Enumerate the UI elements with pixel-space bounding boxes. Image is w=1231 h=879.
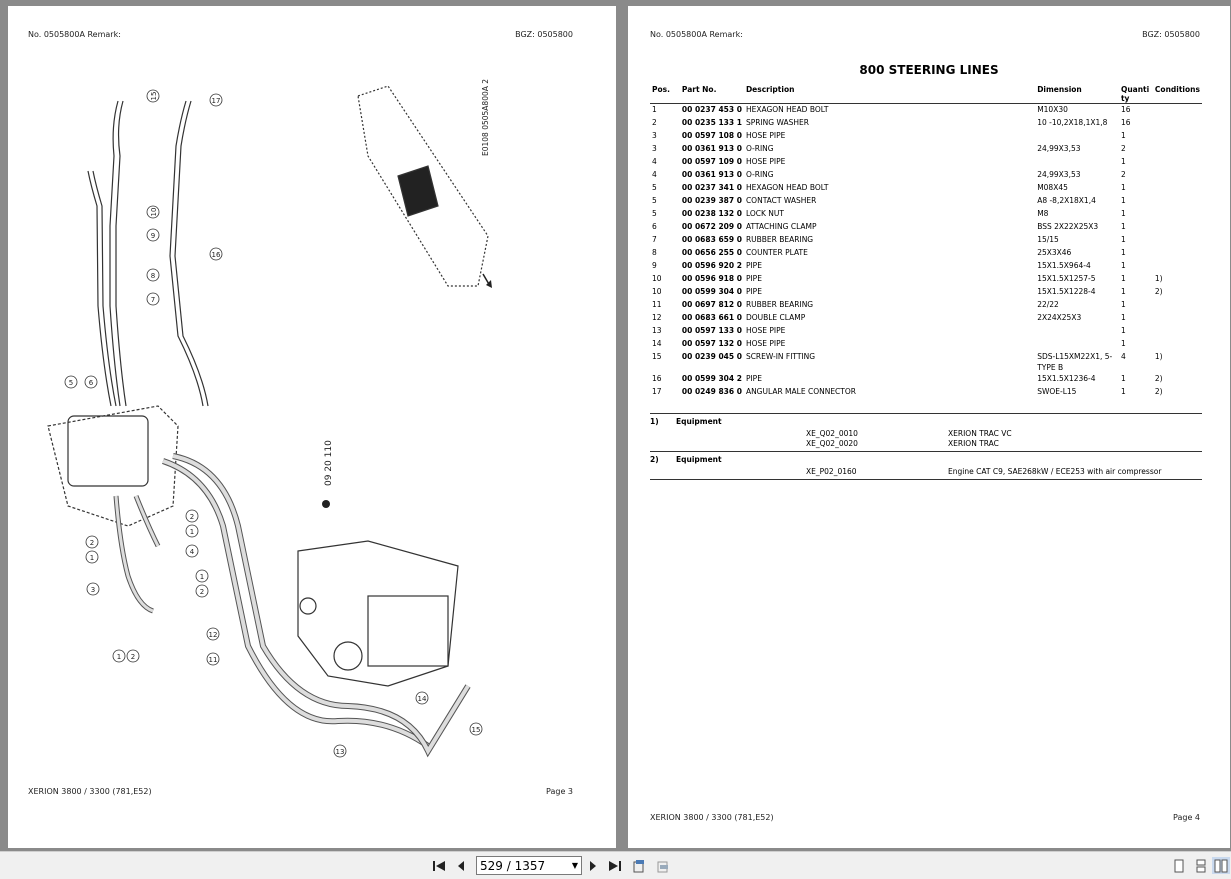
cell-part-no: 00 0239 045 0: [681, 352, 742, 361]
cell-pos: 5: [652, 209, 657, 218]
cell-conditions: [1153, 156, 1202, 169]
cell-description: HOSE PIPE: [745, 326, 786, 335]
svg-text:4: 4: [189, 548, 195, 556]
cell-part-no: 00 0361 913 0: [681, 144, 742, 153]
cell-quantity: 2: [1120, 170, 1126, 179]
cell-part-no: 00 0239 387 0: [681, 196, 742, 205]
left-header-left: No. 0505800A Remark:: [28, 30, 121, 39]
footnote-mark: 2): [650, 455, 659, 464]
cell-conditions: [1153, 143, 1202, 156]
cell-pos: 3: [652, 144, 657, 153]
table-header-row: [650, 85, 1202, 104]
svg-text:1: 1: [116, 653, 122, 661]
cell-pos: 4: [652, 170, 657, 179]
cell-part-no: 00 0597 109 0: [681, 157, 742, 166]
cell-part-no: 00 0235 133 1: [681, 118, 742, 127]
cell-dimension: [1035, 338, 1119, 351]
cell-conditions: 2): [1154, 287, 1163, 296]
cell-conditions: [1153, 208, 1202, 221]
pipe-10-line: [116, 101, 126, 406]
cell-conditions: [1153, 247, 1202, 260]
cell-quantity: 1: [1120, 287, 1126, 296]
svg-text:2: 2: [89, 539, 95, 547]
cell-pos: 10: [652, 274, 662, 283]
drawing-code: E0108 0505A800A 2: [481, 78, 490, 156]
cell-conditions: [1153, 234, 1202, 247]
chevron-down-icon[interactable]: ▼: [571, 861, 579, 870]
parts-diagram: [8, 6, 616, 786]
cell-quantity: 1: [1120, 313, 1126, 322]
page-number-field[interactable]: [476, 856, 582, 875]
cell-conditions: [1153, 312, 1202, 325]
svg-text:11: 11: [208, 656, 218, 664]
cell-description: PIPE: [745, 287, 762, 296]
table-row: [650, 221, 1202, 234]
cell-quantity: 1: [1120, 222, 1126, 231]
cell-pos: 7: [652, 235, 657, 244]
table-row: [650, 208, 1202, 221]
footnote-2: [650, 451, 1202, 477]
rotate-icon[interactable]: [630, 857, 648, 874]
cell-dimension: SDS-L15XM22X1, 5-TYPE B: [1037, 352, 1113, 372]
cell-description: HEXAGON HEAD BOLT: [745, 105, 829, 114]
cell-quantity: 1: [1120, 183, 1126, 192]
cell-quantity: 1: [1120, 248, 1126, 257]
cell-conditions: [1153, 299, 1202, 312]
cell-dimension: 25X3X46: [1037, 248, 1072, 257]
first-page-icon[interactable]: [430, 857, 448, 874]
cell-part-no: 00 0599 304 2: [681, 374, 742, 383]
cell-quantity: 1: [1120, 235, 1126, 244]
cell-conditions: 1): [1154, 352, 1163, 361]
ref-code: 09 20 110: [324, 440, 334, 486]
footnotes: [650, 411, 1202, 480]
cell-description: ANGULAR MALE CONNECTOR: [745, 387, 856, 396]
table-row: [650, 143, 1202, 156]
cell-description: PIPE: [745, 374, 762, 383]
left-footer-right: Page 3: [546, 787, 573, 796]
cell-quantity: 1: [1120, 157, 1126, 166]
cell-description: DOUBLE CLAMP: [745, 313, 806, 322]
right-page: [628, 6, 1230, 848]
cell-description: HOSE PIPE: [745, 339, 786, 348]
right-footer-right: Page 4: [1173, 813, 1200, 822]
viewer-toolbar: [0, 851, 1231, 879]
table-row: [650, 260, 1202, 273]
cell-part-no: 00 0597 133 0: [681, 326, 742, 335]
cell-description: O-RING: [745, 144, 774, 153]
table-row: [650, 325, 1202, 338]
footnote-text: Engine CAT C9, SAE268kW / ECE253 with air compressor: [948, 467, 1162, 476]
two-page-icon[interactable]: [1212, 857, 1230, 874]
extract-icon[interactable]: [654, 857, 672, 874]
cell-part-no: 00 0599 304 0: [681, 287, 742, 296]
prev-page-icon[interactable]: [452, 857, 470, 874]
cell-pos: 8: [652, 248, 657, 257]
cell-part-no: 00 0596 920 2: [681, 261, 742, 270]
svg-text:16: 16: [211, 251, 221, 259]
right-footer-left: XERION 3800 / 3300 (781,E52): [650, 813, 774, 822]
cell-description: HEXAGON HEAD BOLT: [745, 183, 829, 192]
cell-dimension: M8: [1037, 209, 1049, 218]
svg-text:1: 1: [189, 528, 195, 536]
cell-conditions: [1153, 182, 1202, 195]
footnote-label: Equipment: [676, 455, 722, 464]
parts-table: [650, 85, 1202, 399]
cell-dimension: SWOE-L15: [1037, 387, 1077, 396]
cell-dimension: M10X30: [1037, 105, 1068, 114]
table-row: [650, 195, 1202, 208]
continuous-icon[interactable]: [1192, 857, 1210, 874]
table-row: [650, 386, 1202, 399]
cell-conditions: [1153, 260, 1202, 273]
cell-conditions: [1153, 221, 1202, 234]
svg-text:7: 7: [150, 296, 156, 304]
cell-part-no: 00 0237 341 0: [681, 183, 742, 192]
svg-text:2: 2: [189, 513, 195, 521]
cell-description: PIPE: [745, 274, 762, 283]
cell-conditions: [1153, 130, 1202, 143]
left-footer-left: XERION 3800 / 3300 (781,E52): [28, 787, 152, 796]
cell-part-no: 00 0597 108 0: [681, 131, 742, 140]
footnote-text: XERION TRAC VC: [948, 429, 1012, 438]
right-header-right: BGZ: 0505800: [1142, 30, 1200, 39]
cell-dimension: 10 -10,2X18,1X1,8: [1037, 118, 1108, 127]
cell-pos: 17: [652, 387, 662, 396]
cell-quantity: 1: [1120, 387, 1126, 396]
table-row: [650, 156, 1202, 169]
footnote-1: [650, 413, 1202, 449]
next-page-icon[interactable]: [584, 857, 602, 874]
cell-dimension: 24,99X3,53: [1037, 144, 1081, 153]
table-row: [650, 351, 1202, 373]
cell-pos: 1: [652, 105, 657, 114]
cell-description: CONTACT WASHER: [745, 196, 817, 205]
page-indicator: 529 / 1357: [480, 858, 546, 873]
table-row: [650, 247, 1202, 260]
cell-conditions: [1153, 117, 1202, 130]
col-quantity: Quanti ty: [1119, 85, 1153, 104]
svg-text:12: 12: [208, 631, 218, 639]
table-row: [650, 234, 1202, 247]
cell-part-no: 00 0238 132 0: [681, 209, 742, 218]
cell-dimension: 15X1.5X1257-5: [1037, 274, 1096, 283]
svg-text:14: 14: [417, 695, 427, 703]
cell-description: O-RING: [745, 170, 774, 179]
svg-text:17: 17: [211, 97, 221, 105]
svg-text:10: 10: [150, 207, 158, 217]
cell-conditions: 2): [1154, 387, 1163, 396]
table-row: [650, 182, 1202, 195]
right-header-left: No. 0505800A Remark:: [650, 30, 743, 39]
cell-description: SCREW-IN FITTING: [745, 352, 816, 361]
svg-text:1: 1: [199, 573, 205, 581]
cell-pos: 4: [652, 157, 657, 166]
cell-dimension: 15X1.5X1228-4: [1037, 287, 1096, 296]
svg-text:6: 6: [88, 379, 94, 387]
cell-dimension: [1035, 130, 1119, 143]
single-page-icon[interactable]: [1170, 857, 1188, 874]
cell-dimension: [1035, 325, 1119, 338]
svg-text:2: 2: [199, 588, 205, 596]
cell-dimension: [1035, 156, 1119, 169]
table-row: [650, 130, 1202, 143]
cell-description: RUBBER BEARING: [745, 235, 814, 244]
page-title: 800 STEERING LINES: [859, 63, 999, 77]
footnote-mark: 1): [650, 417, 659, 426]
cell-description: COUNTER PLATE: [745, 248, 808, 257]
cell-description: SPRING WASHER: [745, 118, 809, 127]
table-row: [650, 286, 1202, 299]
svg-text:13: 13: [335, 748, 345, 756]
footnote-label: Equipment: [676, 417, 722, 426]
col-description: Description: [744, 85, 1035, 104]
cell-quantity: 1: [1120, 374, 1126, 383]
cell-part-no: 00 0683 661 0: [681, 313, 742, 322]
cell-quantity: 1: [1120, 131, 1126, 140]
svg-text:8: 8: [150, 272, 156, 280]
svg-text:15: 15: [150, 91, 158, 101]
cell-pos: 11: [652, 300, 662, 309]
col-conditions: Conditions: [1153, 85, 1202, 104]
cell-quantity: 1: [1120, 326, 1126, 335]
cell-part-no: 00 0249 836 0: [681, 387, 742, 396]
cell-pos: 5: [652, 196, 657, 205]
cell-dimension: 15/15: [1037, 235, 1059, 244]
cell-dimension: A8 -8,2X18X1,4: [1037, 196, 1096, 205]
svg-text:9: 9: [150, 232, 156, 240]
left-page: [8, 6, 616, 848]
cell-pos: 16: [652, 374, 662, 383]
cell-part-no: 00 0683 659 0: [681, 235, 742, 244]
cell-part-no: 00 0361 913 0: [681, 170, 742, 179]
last-page-icon[interactable]: [606, 857, 624, 874]
cell-dimension: 15X1.5X964-4: [1037, 261, 1091, 270]
cell-dimension: M08X45: [1037, 183, 1068, 192]
cell-conditions: [1153, 195, 1202, 208]
cell-pos: 6: [652, 222, 657, 231]
cell-conditions: 2): [1154, 374, 1163, 383]
left-header-right: BGZ: 0505800: [515, 30, 573, 39]
cell-conditions: [1153, 169, 1202, 182]
cell-part-no: 00 0656 255 0: [681, 248, 742, 257]
cell-pos: 14: [652, 339, 662, 348]
footnote-code: XE_P02_0160: [806, 467, 857, 476]
table-row: [650, 117, 1202, 130]
cell-description: LOCK NUT: [745, 209, 784, 218]
svg-text:1: 1: [89, 554, 95, 562]
cell-part-no: 00 0596 918 0: [681, 274, 742, 283]
footnote-text: XERION TRAC: [948, 439, 999, 448]
table-row: [650, 338, 1202, 351]
cell-conditions: 1): [1154, 274, 1163, 283]
cell-quantity: 16: [1120, 118, 1131, 127]
table-row: [650, 373, 1202, 386]
cell-dimension: 15X1.5X1236-4: [1037, 374, 1096, 383]
cell-part-no: 00 0697 812 0: [681, 300, 742, 309]
col-dimension: Dimension: [1035, 85, 1119, 104]
cell-description: PIPE: [745, 261, 762, 270]
cell-quantity: 1: [1120, 339, 1126, 348]
cell-quantity: 16: [1120, 105, 1131, 114]
table-row: [650, 169, 1202, 182]
svg-text:3: 3: [90, 586, 96, 594]
cell-quantity: 1: [1120, 261, 1126, 270]
cell-quantity: 1: [1120, 300, 1126, 309]
footnote-code: XE_Q02_0020: [806, 439, 858, 448]
svg-text:2: 2: [130, 653, 136, 661]
cell-pos: 2: [652, 118, 657, 127]
cell-pos: 10: [652, 287, 662, 296]
col-pos: Pos.: [650, 85, 680, 104]
cell-description: HOSE PIPE: [745, 131, 786, 140]
cell-part-no: 00 0237 453 0: [681, 105, 742, 114]
cell-quantity: 2: [1120, 144, 1126, 153]
cell-quantity: 1: [1120, 209, 1126, 218]
cell-dimension: 24,99X3,53: [1037, 170, 1081, 179]
svg-text:15: 15: [471, 726, 481, 734]
cell-dimension: BSS 2X22X25X3: [1037, 222, 1099, 231]
table-row: [650, 312, 1202, 325]
table-row: [650, 273, 1202, 286]
cell-conditions: [1153, 325, 1202, 338]
cell-part-no: 00 0672 209 0: [681, 222, 742, 231]
table-row: [650, 104, 1202, 118]
cell-quantity: 1: [1120, 196, 1126, 205]
cell-pos: 3: [652, 131, 657, 140]
cell-quantity: 1: [1120, 274, 1126, 283]
cell-dimension: 22/22: [1037, 300, 1059, 309]
cell-pos: 5: [652, 183, 657, 192]
table-row: [650, 299, 1202, 312]
cell-conditions: [1153, 104, 1202, 118]
cell-pos: 9: [652, 261, 657, 270]
cell-description: ATTACHING CLAMP: [745, 222, 817, 231]
cell-part-no: 00 0597 132 0: [681, 339, 742, 348]
cell-pos: 15: [652, 352, 662, 361]
svg-text:5: 5: [68, 379, 74, 387]
cell-description: RUBBER BEARING: [745, 300, 814, 309]
footnote-code: XE_Q02_0010: [806, 429, 858, 438]
cell-pos: 13: [652, 326, 662, 335]
cell-description: HOSE PIPE: [745, 157, 786, 166]
cell-quantity: 4: [1120, 352, 1126, 361]
cell-conditions: [1153, 338, 1202, 351]
col-part-no: Part No.: [680, 85, 744, 104]
cell-dimension: 2X24X25X3: [1037, 313, 1082, 322]
cell-pos: 12: [652, 313, 662, 322]
